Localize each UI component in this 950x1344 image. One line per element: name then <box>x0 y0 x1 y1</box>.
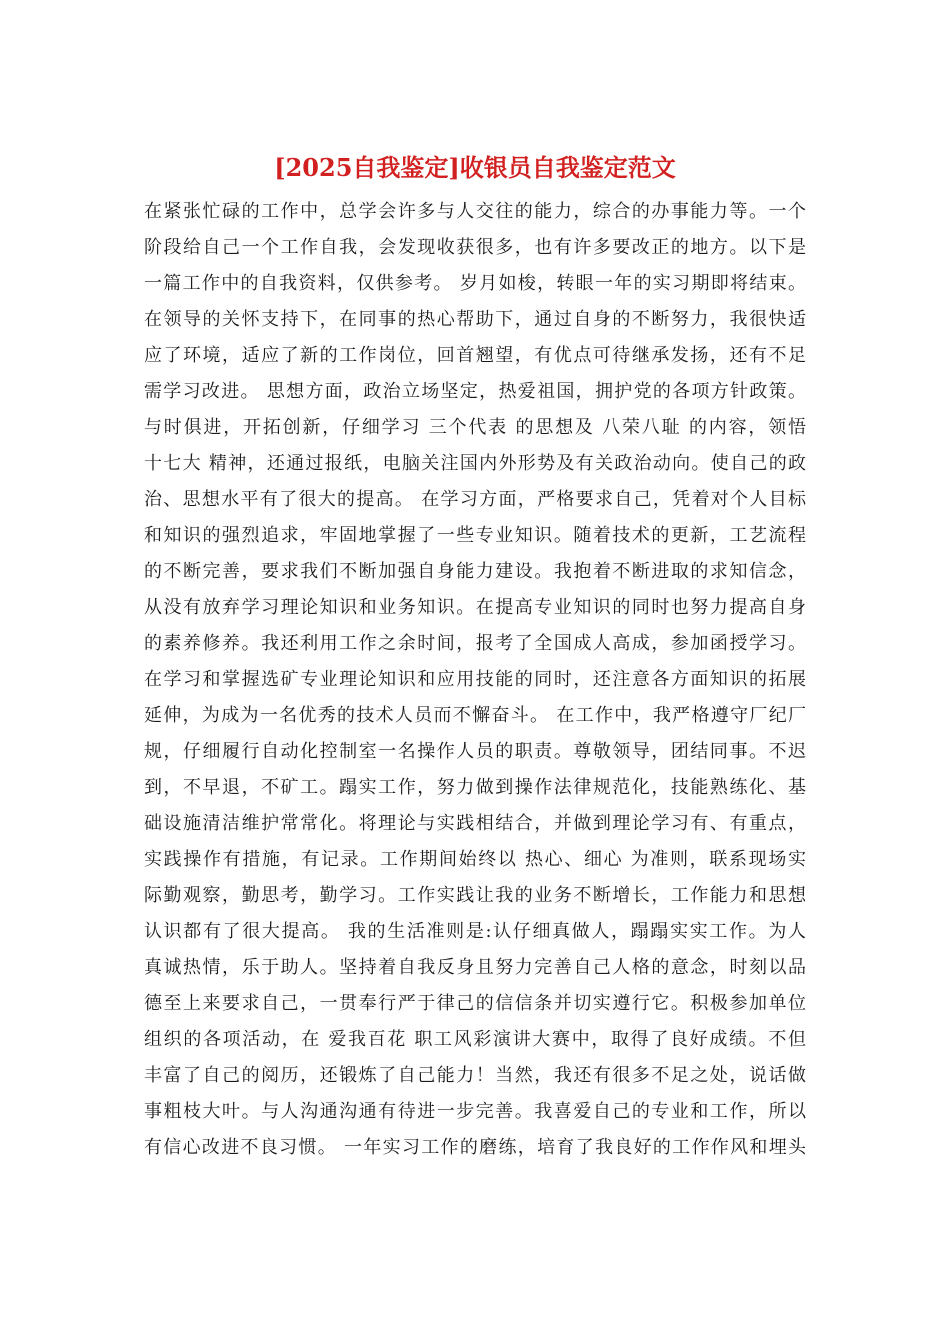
text-line: 实践操作有措施，有记录。工作期间始终以 热心、细心 为准则，联系现场实 <box>144 849 806 870</box>
text-line: 的不断完善，要求我们不断加强自身能力建设。我抱着不断进取的求知信念， <box>144 561 806 582</box>
text-line: 从没有放弃学习理论知识和业务知识。在提高专业知识的同时也努力提高自身 <box>144 597 806 618</box>
text-line: 十七大 精神，还通过报纸，电脑关注国内外形势及有关政治动向。使自己的政 <box>144 453 806 474</box>
document-body <box>144 194 806 1166</box>
text-line: 应了环境，适应了新的工作岗位，回首翘望，有优点可待继承发扬，还有不足 <box>144 345 806 366</box>
text-line: 和知识的强烈追求，牢固地掌握了一些专业知识。随着技术的更新，工艺流程 <box>144 525 806 546</box>
text-line: 事粗枝大叶。与人沟通沟通有待进一步完善。我喜爱自己的专业和工作，所以 <box>144 1101 806 1122</box>
text-line: 在学习和掌握选矿专业理论知识和应用技能的同时，还注意各方面知识的拓展 <box>144 669 806 690</box>
text-line: 础设施清洁维护常常化。将理论与实践相结合，并做到理论学习有、有重点， <box>144 813 806 834</box>
text-line: 际勤观察，勤思考，勤学习。工作实践让我的业务不断增长，工作能力和思想 <box>144 885 806 906</box>
text-line: 规，仔细履行自动化控制室一名操作人员的职责。尊敬领导，团结同事。不迟 <box>144 741 806 762</box>
text-line: 到，不早退，不矿工。蹋实工作，努力做到操作法律规范化，技能熟练化、基 <box>144 777 806 798</box>
text-line: 治、思想水平有了很大的提高。 在学习方面，严格要求自己，凭着对个人目标 <box>144 489 806 510</box>
text-line: 在领导的关怀支持下，在同事的热心帮助下，通过自身的不断努力，我很快适 <box>144 309 806 330</box>
text-line: 阶段给自己一个工作自我，会发现收获很多，也有许多要改正的地方。以下是 <box>144 237 806 258</box>
text-line: 认识都有了很大提高。 我的生活准则是:认仔细真做人，蹋蹋实实工作。为人 <box>144 921 806 942</box>
text-line: 一篇工作中的自我资料，仅供参考。 岁月如梭，转眼一年的实习期即将结束。 <box>144 273 806 294</box>
text-line: 丰富了自己的阅历，还锻炼了自己能力！当然，我还有很多不足之处，说话做 <box>144 1065 806 1086</box>
text-line: 在紧张忙碌的工作中，总学会许多与人交往的能力，综合的办事能力等。一个 <box>144 201 806 222</box>
text-line: 的素养修养。我还利用工作之余时间，报考了全国成人高成，参加函授学习。 <box>144 633 806 654</box>
text-line: 需学习改进。 思想方面，政治立场坚定，热爱祖国，拥护党的各项方针政策。 <box>144 381 806 402</box>
text-line: 与时俱进，开拓创新，仔细学习 三个代表 的思想及 八荣八耻 的内容，领悟 <box>144 417 806 438</box>
text-line: 组织的各项活动，在 爱我百花 职工风彩演讲大赛中，取得了良好成绩。不但 <box>144 1029 806 1050</box>
text-line: 延伸，为成为一名优秀的技术人员而不懈奋斗。 在工作中，我严格遵守厂纪厂 <box>144 705 806 726</box>
document-title: [2025自我鉴定]收银员自我鉴定范文 <box>274 153 676 182</box>
text-line: 德至上来要求自己，一贯奉行严于律己的信信条并切实遵行它。积极参加单位 <box>144 993 806 1014</box>
text-line: 真诚热情，乐于助人。坚持着自我反身且努力完善自己人格的意念，时刻以品 <box>144 957 806 978</box>
text-line: 有信心改进不良习惯。 一年实习工作的磨练，培育了我良好的工作作风和埋头 <box>144 1137 806 1158</box>
